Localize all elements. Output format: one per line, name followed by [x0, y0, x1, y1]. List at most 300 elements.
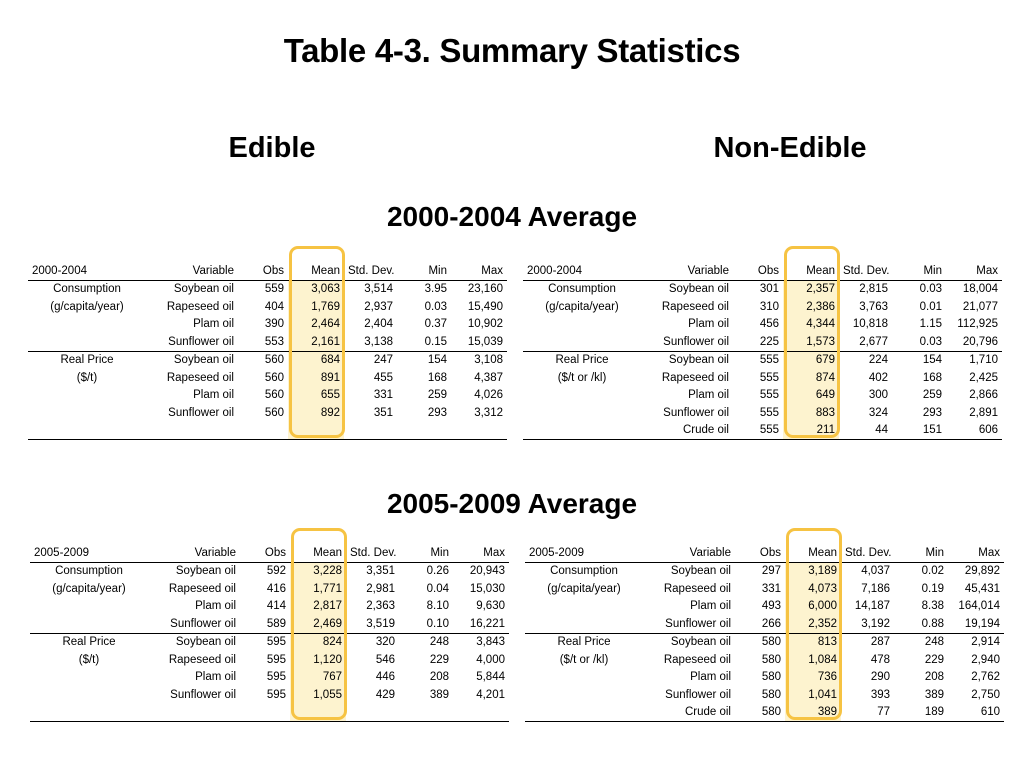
cell-max: 3,312 [474, 406, 503, 419]
column-header-std: Std. Dev. [346, 544, 399, 562]
cell-obs: 560 [264, 354, 284, 367]
cell-mean: 767 [290, 669, 346, 687]
column-header-obs: Obs [733, 262, 783, 280]
cell-max [453, 704, 509, 722]
cell-std: 224 [868, 354, 888, 367]
column-header-obs: Obs [240, 544, 290, 562]
column-header-variable: Variable [148, 544, 240, 562]
cell-variable: Plam oil [690, 600, 731, 613]
table-row [28, 280, 507, 298]
cell-max [451, 422, 507, 440]
table-header-row [523, 262, 1002, 280]
group-label: Real Price [557, 636, 611, 649]
cell-mean: 1,769 [288, 298, 344, 316]
cell-mean: 813 [785, 633, 841, 651]
cell-variable: Rapeseed oil [166, 371, 234, 384]
cell-obs: 595 [266, 671, 286, 684]
cell-obs: 416 [266, 582, 286, 595]
cell-max: 9,630 [476, 600, 505, 613]
cell-max: 112,925 [957, 318, 998, 331]
cell-max: 2,762 [971, 671, 1000, 684]
column-header-max: Max [451, 262, 507, 280]
cell-variable: Rapeseed oil [663, 582, 731, 595]
cell-min: 151 [892, 422, 946, 440]
cell-max: 3,108 [474, 354, 503, 367]
cell-variable: Sunflower oil [643, 615, 735, 633]
cell-max: 2,914 [971, 636, 1000, 649]
cell-variable: Sunflower oil [148, 615, 240, 633]
group-label [525, 615, 643, 633]
group-label: Consumption [550, 565, 618, 578]
group-label [28, 333, 146, 351]
cell-obs: 580 [735, 704, 785, 722]
cell-obs: 390 [264, 318, 284, 331]
column-header-min: Min [892, 262, 946, 280]
cell-variable: Rapeseed oil [661, 300, 729, 313]
group-label [523, 333, 641, 351]
cell-min: 208 [924, 671, 944, 684]
cell-variable: Sunflower oil [663, 406, 729, 419]
group-label [525, 598, 643, 616]
table-row [30, 669, 509, 687]
cell-variable: Soybean oil [173, 354, 234, 367]
table-row [525, 562, 1004, 580]
cell-variable: Soybean oil [175, 636, 236, 649]
cell-variable: Soybean oil [668, 354, 729, 367]
cell-mean: 1,573 [783, 333, 839, 351]
cell-std: 393 [870, 688, 890, 701]
cell-min: 0.04 [426, 582, 449, 595]
cell-variable: Rapeseed oil [663, 653, 731, 666]
column-header-std: Std. Dev. [839, 262, 892, 280]
table-row [525, 651, 1004, 669]
column-header-period: 2005-2009 [525, 544, 643, 562]
cell-mean: 389 [785, 704, 841, 722]
cell-min: 3.95 [424, 283, 447, 296]
cell-min: 0.02 [921, 565, 944, 578]
group-label: Consumption [53, 283, 121, 296]
cell-min: 259 [922, 389, 942, 402]
table-row [30, 651, 509, 669]
cell-max: 3,843 [476, 636, 505, 649]
cell-variable: Rapeseed oil [168, 653, 236, 666]
cell-std: 300 [868, 389, 888, 402]
cell-std: 446 [375, 671, 395, 684]
cell-max: 2,891 [969, 406, 998, 419]
table-row [28, 316, 507, 334]
group-label [523, 316, 641, 334]
cell-obs: 592 [266, 565, 286, 578]
cell-variable: Soybean oil [173, 283, 234, 296]
cell-std: 44 [839, 422, 892, 440]
cell-obs: 310 [759, 300, 779, 313]
cell-min: 189 [894, 704, 948, 722]
cell-max: 23,160 [467, 283, 503, 296]
cell-mean: 2,817 [290, 598, 346, 616]
cell-min: 208 [429, 671, 449, 684]
cell-obs: 589 [240, 615, 290, 633]
group-label: Real Price [60, 354, 114, 367]
cell-min: 0.03 [424, 300, 447, 313]
cell-mean: 684 [288, 351, 344, 369]
cell-min: 229 [429, 653, 449, 666]
cell-std: 478 [870, 653, 890, 666]
cell-min: 229 [924, 653, 944, 666]
cell-min: 0.26 [426, 565, 449, 578]
column-header-variable: Variable [641, 262, 733, 280]
table-row [525, 669, 1004, 687]
group-label: Consumption [55, 565, 123, 578]
cell-std: 3,519 [346, 615, 399, 633]
group-label [523, 387, 641, 405]
cell-mean: 824 [290, 633, 346, 651]
cell-mean [290, 704, 346, 722]
cell-std: 2,363 [366, 600, 395, 613]
cell-obs: 553 [238, 333, 288, 351]
cell-mean: 892 [288, 404, 344, 422]
group-label: ($/t) [76, 371, 98, 384]
cell-mean [288, 422, 344, 440]
cell-obs: 580 [761, 636, 781, 649]
column-header-obs: Obs [735, 544, 785, 562]
cell-std: 14,187 [854, 600, 890, 613]
cell-mean: 679 [783, 351, 839, 369]
cell-obs: 580 [761, 653, 781, 666]
cell-min: 0.15 [397, 333, 451, 351]
cell-variable: Rapeseed oil [166, 300, 234, 313]
cell-max: 4,026 [474, 389, 503, 402]
table-row [28, 351, 507, 369]
table-row [523, 351, 1002, 369]
cell-variable: Sunflower oil [665, 688, 731, 701]
cell-std: 290 [870, 671, 890, 684]
cell-max: 19,194 [948, 615, 1004, 633]
group-label [523, 404, 641, 422]
cell-min: 0.01 [919, 300, 942, 313]
cell-std [344, 422, 397, 440]
table-row [30, 598, 509, 616]
cell-min: 389 [429, 688, 449, 701]
cell-mean: 1,120 [290, 651, 346, 669]
cell-max: 16,221 [453, 615, 509, 633]
column-header-period: 2000-2004 [523, 262, 641, 280]
cell-obs: 493 [761, 600, 781, 613]
cell-max: 10,902 [467, 318, 503, 331]
edible-heading: Edible [228, 132, 316, 164]
cell-std: 429 [375, 688, 395, 701]
cell-std: 3,514 [364, 283, 393, 296]
cell-mean: 3,189 [785, 562, 841, 580]
cell-max: 606 [946, 422, 1002, 440]
table-row [30, 562, 509, 580]
cell-std: 320 [375, 636, 395, 649]
cell-mean: 874 [783, 369, 839, 387]
cell-std: 10,818 [852, 318, 888, 331]
cell-mean: 883 [783, 404, 839, 422]
column-header-min: Min [397, 262, 451, 280]
cell-obs: 404 [264, 300, 284, 313]
cell-min: 293 [922, 406, 942, 419]
cell-min: 8.10 [426, 600, 449, 613]
cell-min: 0.37 [424, 318, 447, 331]
cell-obs: 331 [761, 582, 781, 595]
cell-variable: Soybean oil [670, 636, 731, 649]
cell-obs: 555 [733, 422, 783, 440]
cell-obs: 595 [266, 688, 286, 701]
cell-std: 2,677 [839, 333, 892, 351]
table-row [30, 615, 509, 633]
cell-obs: 297 [761, 565, 781, 578]
table-nonedible-2005-2009 [525, 544, 1004, 722]
cell-variable [148, 704, 240, 722]
group-label: (g/capita/year) [50, 300, 124, 313]
cell-variable: Plam oil [688, 318, 729, 331]
cell-min: 8.38 [921, 600, 944, 613]
cell-std: 77 [841, 704, 894, 722]
cell-variable: Rapeseed oil [168, 582, 236, 595]
column-header-obs: Obs [238, 262, 288, 280]
cell-obs: 414 [266, 600, 286, 613]
cell-variable [146, 422, 238, 440]
group-label: ($/t or /kl) [557, 371, 607, 384]
cell-min: 259 [427, 389, 447, 402]
cell-std: 287 [870, 636, 890, 649]
table-row [525, 686, 1004, 704]
table-edible-2005-2009 [30, 544, 509, 722]
column-header-period: 2005-2009 [30, 544, 148, 562]
cell-max: 2,866 [969, 389, 998, 402]
non-edible-heading: Non-Edible [713, 132, 867, 164]
group-label: (g/capita/year) [547, 582, 621, 595]
group-label [523, 422, 641, 440]
column-header-max: Max [946, 262, 1002, 280]
cell-std: 546 [375, 653, 395, 666]
cell-min: 248 [924, 636, 944, 649]
cell-obs: 555 [759, 371, 779, 384]
table-row [28, 333, 507, 351]
table-row [28, 369, 507, 387]
cell-std: 2,404 [364, 318, 393, 331]
table-header-row [28, 262, 507, 280]
cell-variable: Crude oil [643, 704, 735, 722]
cell-max: 20,796 [946, 333, 1002, 351]
cell-mean: 736 [785, 669, 841, 687]
cell-std: 3,351 [366, 565, 395, 578]
cell-min: 0.03 [892, 333, 946, 351]
column-header-mean: Mean [288, 262, 344, 280]
cell-min: 0.03 [919, 283, 942, 296]
column-header-std: Std. Dev. [841, 544, 894, 562]
group-label: ($/t) [78, 653, 100, 666]
group-label [30, 598, 148, 616]
table-row [523, 369, 1002, 387]
table-header-row [30, 544, 509, 562]
cell-max: 4,000 [476, 653, 505, 666]
group-label: (g/capita/year) [52, 582, 126, 595]
cell-std: 247 [373, 354, 393, 367]
column-header-variable: Variable [146, 262, 238, 280]
cell-obs: 580 [761, 688, 781, 701]
cell-max: 164,014 [958, 600, 1000, 613]
cell-max: 1,710 [969, 354, 998, 367]
table-nonedible-2000-2004 [523, 262, 1002, 440]
table-row [523, 333, 1002, 351]
cell-mean: 211 [783, 422, 839, 440]
table-row [525, 704, 1004, 722]
cell-std: 331 [373, 389, 393, 402]
cell-obs: 560 [264, 389, 284, 402]
cell-mean: 2,386 [783, 298, 839, 316]
cell-obs: 266 [735, 615, 785, 633]
cell-mean: 4,344 [783, 316, 839, 334]
cell-obs: 555 [759, 354, 779, 367]
cell-std: 2,815 [859, 283, 888, 296]
cell-mean: 2,357 [783, 280, 839, 298]
cell-min: 0.88 [894, 615, 948, 633]
cell-min [399, 704, 453, 722]
cell-mean: 655 [288, 387, 344, 405]
cell-mean: 891 [288, 369, 344, 387]
table-row [523, 387, 1002, 405]
cell-variable: Soybean oil [670, 565, 731, 578]
cell-min: 154 [427, 354, 447, 367]
cell-obs: 456 [759, 318, 779, 331]
cell-min: 293 [427, 406, 447, 419]
cell-variable: Soybean oil [175, 565, 236, 578]
column-header-mean: Mean [290, 544, 346, 562]
cell-std: 351 [373, 406, 393, 419]
table-row [30, 704, 509, 722]
cell-mean: 3,228 [290, 562, 346, 580]
cell-min: 389 [924, 688, 944, 701]
column-header-std: Std. Dev. [344, 262, 397, 280]
table-row [523, 404, 1002, 422]
cell-std: 3,763 [859, 300, 888, 313]
cell-mean: 3,063 [288, 280, 344, 298]
column-header-max: Max [948, 544, 1004, 562]
table-row [523, 280, 1002, 298]
cell-variable: Sunflower oil [146, 333, 238, 351]
cell-std: 3,138 [344, 333, 397, 351]
cell-obs: 560 [264, 406, 284, 419]
column-header-mean: Mean [785, 544, 841, 562]
cell-max: 15,039 [451, 333, 507, 351]
cell-std: 3,192 [841, 615, 894, 633]
cell-min: 248 [429, 636, 449, 649]
cell-max: 15,490 [467, 300, 503, 313]
group-label [525, 669, 643, 687]
cell-obs: 555 [759, 406, 779, 419]
cell-variable: Crude oil [641, 422, 733, 440]
table-row [28, 298, 507, 316]
table-row [523, 316, 1002, 334]
column-header-min: Min [399, 544, 453, 562]
group-label: ($/t or /kl) [559, 653, 609, 666]
group-label [30, 704, 148, 722]
cell-variable: Sunflower oil [641, 333, 733, 351]
table-row [30, 633, 509, 651]
cell-mean: 1,084 [785, 651, 841, 669]
group-label [28, 422, 146, 440]
group-label: Real Price [555, 354, 609, 367]
cell-std: 324 [868, 406, 888, 419]
cell-mean: 6,000 [785, 598, 841, 616]
cell-variable: Plam oil [193, 389, 234, 402]
cell-mean: 2,352 [785, 615, 841, 633]
cell-obs [240, 704, 290, 722]
group-label: Real Price [62, 636, 116, 649]
table-row [525, 598, 1004, 616]
cell-max: 610 [948, 704, 1004, 722]
cell-min: 0.19 [921, 582, 944, 595]
table-row [523, 298, 1002, 316]
table-row [28, 422, 507, 440]
cell-variable: Rapeseed oil [661, 371, 729, 384]
cell-obs: 301 [759, 283, 779, 296]
cell-std: 7,186 [861, 582, 890, 595]
cell-max: 20,943 [469, 565, 505, 578]
column-header-max: Max [453, 544, 509, 562]
period-title-2005-2009: 2005-2009 Average [386, 488, 638, 519]
cell-std [346, 704, 399, 722]
column-header-min: Min [894, 544, 948, 562]
group-label [525, 686, 643, 704]
group-label: Consumption [548, 283, 616, 296]
cell-min: 154 [922, 354, 942, 367]
cell-std: 2,937 [364, 300, 393, 313]
table-row [523, 422, 1002, 440]
cell-std: 455 [373, 371, 393, 384]
cell-max: 2,425 [969, 371, 998, 384]
period-title-2000-2004: 2000-2004 Average [386, 201, 638, 232]
group-label [28, 316, 146, 334]
cell-variable: Plam oil [195, 600, 236, 613]
cell-variable: Sunflower oil [170, 688, 236, 701]
cell-variable: Plam oil [688, 389, 729, 402]
cell-max: 4,201 [476, 688, 505, 701]
cell-obs: 555 [759, 389, 779, 402]
cell-max: 4,387 [474, 371, 503, 384]
cell-variable: Soybean oil [668, 283, 729, 296]
cell-min: 168 [427, 371, 447, 384]
group-label [30, 615, 148, 633]
group-label [28, 404, 146, 422]
cell-variable: Plam oil [193, 318, 234, 331]
cell-obs: 580 [761, 671, 781, 684]
cell-max: 2,750 [971, 688, 1000, 701]
table-row [28, 387, 507, 405]
cell-obs: 225 [733, 333, 783, 351]
cell-max: 15,030 [469, 582, 505, 595]
cell-obs [238, 422, 288, 440]
cell-min: 168 [922, 371, 942, 384]
cell-max: 2,940 [971, 653, 1000, 666]
cell-max: 21,077 [962, 300, 998, 313]
table-edible-2000-2004 [28, 262, 507, 440]
group-label: (g/capita/year) [545, 300, 619, 313]
cell-min [397, 422, 451, 440]
group-label [30, 669, 148, 687]
cell-variable: Plam oil [195, 671, 236, 684]
cell-mean: 1,771 [290, 580, 346, 598]
cell-std: 402 [868, 371, 888, 384]
cell-min: 0.10 [399, 615, 453, 633]
cell-max: 45,431 [964, 582, 1000, 595]
cell-std: 2,981 [366, 582, 395, 595]
table-row [30, 686, 509, 704]
cell-mean: 2,161 [288, 333, 344, 351]
group-label [28, 387, 146, 405]
